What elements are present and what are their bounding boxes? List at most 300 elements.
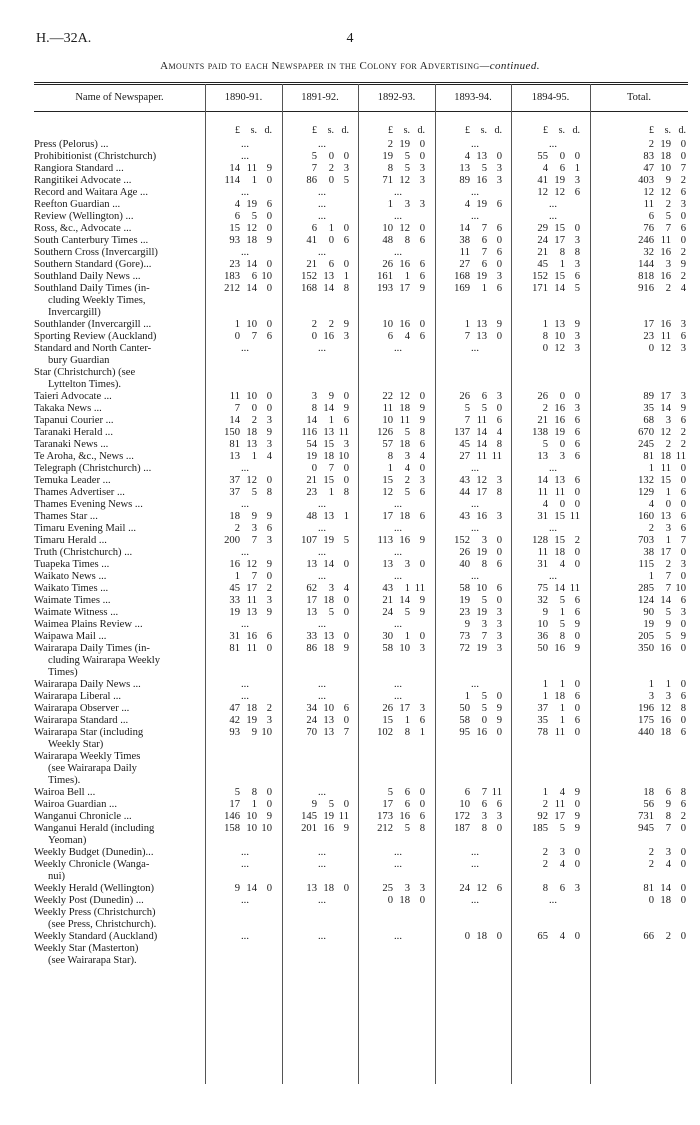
amount-part: 13 — [476, 319, 487, 330]
amount-part: 16 — [399, 535, 410, 546]
amount-part: 12 — [246, 475, 257, 486]
amount-part: 10 — [338, 451, 349, 462]
amount-part: 37 — [537, 703, 548, 714]
amount-part: 6 — [559, 883, 565, 894]
amount-part: 31 — [229, 631, 240, 642]
amount-part: 23 — [229, 259, 240, 270]
amount-part: 50 — [537, 643, 548, 654]
amount-part: 14 — [229, 163, 240, 174]
amount-part: 11 — [660, 463, 671, 474]
amount-part: 89 — [459, 175, 470, 186]
amount-part: 1 — [251, 451, 257, 462]
amount-part: 9 — [266, 163, 272, 174]
amount-part: 7 — [251, 331, 257, 342]
amount-part: 9 — [574, 319, 580, 330]
amount-part: 3 — [419, 175, 425, 186]
amount-part: 81 — [643, 883, 654, 894]
empty-entry: ... — [241, 343, 249, 354]
amount-part: 0 — [574, 547, 580, 558]
amount-part: 4 — [234, 199, 240, 210]
header-1890-91: 1890-91. — [224, 92, 263, 103]
amount-part: 0 — [680, 139, 686, 150]
amount-part: s. — [558, 125, 565, 136]
amount-part: 9 — [343, 319, 349, 330]
amount-part: 6 — [574, 595, 580, 606]
caption-continued: —continued. — [479, 60, 540, 72]
empty-entry: ... — [471, 679, 479, 690]
amount-part: 18 — [554, 547, 565, 558]
amount-part: 2 — [680, 811, 686, 822]
amount-part: 16 — [554, 403, 565, 414]
amount-part: 8 — [311, 403, 317, 414]
amount-part: 6 — [574, 475, 580, 486]
header-total: Total. — [626, 92, 652, 103]
empty-entry: ... — [394, 547, 402, 558]
newspaper-name: Weekly Star (Masterton) — [34, 943, 139, 954]
newspaper-name: South Canterbury Times ... — [34, 235, 149, 246]
amount-part: 18 — [660, 727, 671, 738]
empty-entry: ... — [318, 571, 326, 582]
amount-part: 0 — [343, 223, 349, 234]
empty-entry: ... — [318, 619, 326, 630]
amount-part: 2 — [680, 175, 686, 186]
amount-part: 15 — [382, 475, 393, 486]
amount-part: 1 — [559, 715, 565, 726]
amount-part: 2 — [648, 139, 654, 150]
amount-part: 4 — [464, 151, 470, 162]
newspaper-name: Tuapeka Times ... — [34, 559, 110, 570]
empty-entry: ... — [241, 691, 249, 702]
amount-part: 12 — [537, 187, 548, 198]
amount-part: 3 — [559, 847, 565, 858]
amount-part: 13 — [306, 559, 317, 570]
amount-part: 7 — [481, 631, 487, 642]
amount-part: 5 — [404, 823, 410, 834]
empty-entry: ... — [318, 343, 326, 354]
amount-part: 3 — [419, 703, 425, 714]
amount-part: 27 — [459, 451, 470, 462]
amount-part: 12 — [554, 187, 565, 198]
amount-part: 1 — [559, 679, 565, 690]
amount-part: 16 — [399, 259, 410, 270]
amount-part: d. — [264, 125, 272, 136]
newspaper-name: Invercargill) — [48, 307, 101, 318]
amount-part: 6 — [680, 223, 686, 234]
amount-part: 3 — [680, 391, 686, 402]
amount-part: 22 — [382, 391, 393, 402]
amount-part: 126 — [377, 427, 393, 438]
amount-part: 3 — [680, 607, 686, 618]
amount-part: 14 — [306, 415, 317, 426]
amount-part: 9 — [496, 319, 502, 330]
amount-part: 152 — [301, 271, 317, 282]
amount-part: 146 — [224, 811, 240, 822]
amount-part: 5 — [328, 799, 334, 810]
amount-part: 16 — [660, 643, 671, 654]
newspaper-name: Takaka News ... — [34, 403, 102, 414]
newspaper-name: cluding Weekly Times, — [48, 295, 146, 306]
amount-part: 13 — [554, 475, 565, 486]
empty-entry: ... — [241, 859, 249, 870]
amount-part: 18 — [323, 451, 334, 462]
amount-part: 7 — [665, 583, 671, 594]
amount-part: 1 — [559, 703, 565, 714]
amount-part: 14 — [323, 403, 334, 414]
amount-part: 5 — [343, 175, 349, 186]
amount-part: 11 — [491, 787, 502, 798]
amount-part: 1 — [328, 223, 334, 234]
amount-part: 3 — [574, 235, 580, 246]
amount-part: 7 — [311, 163, 317, 174]
amount-part: 5 — [665, 607, 671, 618]
amount-part: 3 — [343, 439, 349, 450]
amount-part: 42 — [229, 715, 240, 726]
amount-part: 11 — [338, 811, 349, 822]
amount-part: 18 — [399, 403, 410, 414]
newspaper-name: (see Press, Christchurch). — [48, 919, 157, 930]
amount-part: 6 — [419, 439, 425, 450]
amount-part: 9 — [574, 643, 580, 654]
amount-part: 15 — [660, 475, 671, 486]
amount-part: 8 — [419, 427, 425, 438]
amount-part: 0 — [343, 607, 349, 618]
amount-part: 6 — [404, 799, 410, 810]
amount-part: 6 — [496, 247, 502, 258]
amount-part: 11 — [554, 487, 565, 498]
amount-part: 8 — [559, 631, 565, 642]
amount-part: 0 — [680, 859, 686, 870]
amount-part: 6 — [496, 199, 502, 210]
amount-part: 11 — [476, 451, 487, 462]
amount-part: 10 — [246, 811, 257, 822]
newspaper-name: Southland Daily News ... — [34, 271, 141, 282]
amount-part: 62 — [306, 583, 317, 594]
empty-entry: ... — [394, 691, 402, 702]
empty-entry: ... — [318, 211, 326, 222]
amount-part: 3 — [496, 271, 502, 282]
amount-part: 175 — [638, 715, 654, 726]
amount-part: 144 — [638, 259, 654, 270]
amount-part: 9 — [680, 403, 686, 414]
amount-part: 3 — [419, 643, 425, 654]
amount-part: 17 — [660, 391, 671, 402]
amount-part: 3 — [648, 691, 654, 702]
empty-entry: ... — [471, 859, 479, 870]
newspaper-name: (see Wairarapa Daily — [48, 763, 137, 774]
amount-part: 17 — [306, 595, 317, 606]
empty-entry: ... — [318, 499, 326, 510]
amount-part: 3 — [404, 199, 410, 210]
amount-part: 19 — [554, 175, 565, 186]
amount-part: 43 — [459, 475, 470, 486]
empty-entry: ... — [241, 847, 249, 858]
amount-part: 3 — [404, 559, 410, 570]
amount-part: s. — [250, 125, 257, 136]
amount-part: s. — [327, 125, 334, 136]
amount-part: 6 — [419, 259, 425, 270]
amount-part: 11 — [569, 511, 580, 522]
amount-part: 0 — [680, 235, 686, 246]
amount-part: 145 — [301, 811, 317, 822]
empty-entry: ... — [394, 247, 402, 258]
amount-part: 3 — [496, 607, 502, 618]
amount-part: 21 — [306, 475, 317, 486]
amount-part: 0 — [311, 463, 317, 474]
newspaper-name: Waimate Times ... — [34, 595, 111, 606]
amount-part: 0 — [574, 727, 580, 738]
amount-part: 15 — [554, 271, 565, 282]
amount-part: 1 — [665, 535, 671, 546]
amount-part: 1 — [251, 175, 257, 186]
amount-part: 0 — [419, 223, 425, 234]
amount-part: 93 — [229, 235, 240, 246]
amount-part: 21 — [537, 247, 548, 258]
amount-part: 9 — [464, 619, 470, 630]
amount-part: 3 — [680, 319, 686, 330]
amount-part: 3 — [419, 883, 425, 894]
amount-part: 0 — [419, 391, 425, 402]
amount-part: 8 — [343, 487, 349, 498]
amount-part: 16 — [476, 175, 487, 186]
amount-part: 0 — [419, 463, 425, 474]
empty-entry: ... — [394, 619, 402, 630]
amount-part: 9 — [574, 787, 580, 798]
newspaper-name: Tapanui Courier ... — [34, 415, 114, 426]
amount-part: 6 — [680, 187, 686, 198]
amount-part: 818 — [638, 271, 654, 282]
amount-part: d. — [417, 125, 425, 136]
amount-part: 8 — [559, 247, 565, 258]
amount-part: 6 — [574, 451, 580, 462]
amount-part: 16 — [476, 511, 487, 522]
newspaper-name: Standard and North Canter- — [34, 343, 152, 354]
amount-part: 10 — [246, 319, 257, 330]
amount-part: 45 — [229, 583, 240, 594]
amount-part: 14 — [323, 559, 334, 570]
newspaper-name: Star (Christchurch) (see — [34, 367, 136, 378]
amount-part: 17 — [476, 487, 487, 498]
amount-part: 3 — [343, 163, 349, 174]
amount-part: 6 — [266, 199, 272, 210]
amount-part: 11 — [246, 163, 257, 174]
empty-entry: ... — [318, 931, 326, 942]
newspaper-name: Rangitikei Advocate ... — [34, 175, 132, 186]
amount-part: 6 — [559, 163, 565, 174]
amount-part: 6 — [234, 211, 240, 222]
amount-part: 0 — [680, 715, 686, 726]
amount-part: 14 — [660, 595, 671, 606]
empty-entry: ... — [318, 187, 326, 198]
amount-part: 6 — [311, 223, 317, 234]
amount-part: 670 — [638, 427, 654, 438]
amount-part: 34 — [306, 703, 317, 714]
amount-part: 1 — [665, 487, 671, 498]
amount-part: 0 — [266, 175, 272, 186]
amount-part: 0 — [343, 631, 349, 642]
newspaper-name: Telegraph (Christchurch) ... — [34, 463, 152, 474]
amount-part: 4 — [542, 499, 548, 510]
amount-part: 0 — [574, 151, 580, 162]
amount-part: 10 — [675, 583, 686, 594]
amount-part: 6 — [574, 271, 580, 282]
amount-part: 5 — [251, 487, 257, 498]
amount-part: 285 — [638, 583, 654, 594]
amount-part: 6 — [404, 787, 410, 798]
amount-part: 8 — [343, 283, 349, 294]
amount-part: 7 — [481, 787, 487, 798]
amount-part: 161 — [377, 271, 393, 282]
amount-part: 9 — [680, 631, 686, 642]
amount-part: 13 — [246, 439, 257, 450]
amount-part: 23 — [306, 487, 317, 498]
amount-part: 193 — [377, 283, 393, 294]
amount-part: 8 — [542, 331, 548, 342]
amount-part: 5 — [542, 439, 548, 450]
empty-entry: ... — [549, 199, 557, 210]
amount-part: 38 — [643, 547, 654, 558]
amount-part: 14 — [660, 403, 671, 414]
empty-entry: ... — [241, 895, 249, 906]
amount-part: 0 — [419, 799, 425, 810]
amount-part: 29 — [537, 223, 548, 234]
amount-part: 17 — [229, 799, 240, 810]
newspaper-name: Waikato Times ... — [34, 583, 109, 594]
amount-part: 38 — [459, 235, 470, 246]
amount-part: 1 — [328, 487, 334, 498]
amount-part: 6 — [648, 211, 654, 222]
amount-part: 0 — [496, 403, 502, 414]
amount-part: 92 — [537, 811, 548, 822]
amount-part: 0 — [574, 559, 580, 570]
amount-part: 18 — [643, 787, 654, 798]
amount-part: 8 — [496, 487, 502, 498]
amount-part: 19 — [246, 199, 257, 210]
amount-part: 13 — [246, 607, 257, 618]
amount-part: 10 — [476, 583, 487, 594]
amount-part: 1 — [559, 607, 565, 618]
amount-part: 187 — [454, 823, 470, 834]
amount-part: 16 — [554, 643, 565, 654]
amount-part: 44 — [459, 487, 470, 498]
amount-part: 6 — [266, 631, 272, 642]
amount-part: 703 — [638, 535, 654, 546]
amount-part: 3 — [404, 883, 410, 894]
amount-part: 3 — [481, 619, 487, 630]
amount-part: 9 — [419, 535, 425, 546]
amount-part: 3 — [496, 163, 502, 174]
empty-entry: ... — [241, 247, 249, 258]
amount-part: 185 — [532, 823, 548, 834]
empty-entry: ... — [471, 895, 479, 906]
amount-part: 7 — [251, 571, 257, 582]
amount-part: 1 — [665, 679, 671, 690]
amount-part: 6 — [680, 523, 686, 534]
header-1894-95: 1894-95. — [531, 92, 570, 103]
amount-part: 2 — [542, 799, 548, 810]
amount-part: 6 — [419, 487, 425, 498]
amount-part: 11 — [537, 487, 548, 498]
empty-entry: ... — [549, 139, 557, 150]
amount-part: 31 — [537, 511, 548, 522]
empty-entry: ... — [318, 199, 326, 210]
amount-part: 3 — [481, 811, 487, 822]
amount-part: 2 — [387, 139, 393, 150]
amount-part: 17 — [643, 319, 654, 330]
amount-part: 8 — [665, 811, 671, 822]
amount-part: 0 — [574, 499, 580, 510]
amount-part: 152 — [454, 535, 470, 546]
amount-part: 11 — [229, 391, 240, 402]
amount-part: 0 — [311, 331, 317, 342]
newspaper-name: Wairarapa Weekly Times — [34, 751, 141, 762]
amount-part: 13 — [229, 451, 240, 462]
amount-part: 3 — [574, 883, 580, 894]
amount-part: 2 — [328, 319, 334, 330]
amount-part: 4 — [404, 331, 410, 342]
amount-part: 10 — [382, 223, 393, 234]
amount-part: 15 — [554, 511, 565, 522]
amount-part: 8 — [251, 787, 257, 798]
empty-entry: ... — [471, 139, 479, 150]
amount-part: 160 — [638, 511, 654, 522]
amount-part: 19 — [476, 607, 487, 618]
amount-part: 6 — [251, 271, 257, 282]
amount-part: 3 — [328, 583, 334, 594]
newspaper-name: Weekly Chronicle (Wanga- — [34, 859, 150, 870]
newspaper-name: Weekly Star) — [48, 739, 104, 750]
amount-part: 4 — [343, 583, 349, 594]
amount-part: 10 — [382, 319, 393, 330]
document-reference: H.—32A. — [36, 31, 92, 46]
amount-part: 1 — [559, 259, 565, 270]
empty-entry: ... — [394, 679, 402, 690]
empty-entry: ... — [394, 343, 402, 354]
amount-part: 9 — [328, 391, 334, 402]
amount-part: 21 — [382, 595, 393, 606]
amount-part: 18 — [399, 439, 410, 450]
amount-part: 0 — [328, 151, 334, 162]
amount-part: 183 — [224, 271, 240, 282]
amount-part: 196 — [638, 703, 654, 714]
amount-part: 1 — [343, 271, 349, 282]
newspaper-name: Waipawa Mail ... — [34, 631, 107, 642]
empty-entry: ... — [318, 523, 326, 534]
amount-part: 0 — [574, 223, 580, 234]
amount-part: 16 — [323, 823, 334, 834]
newspaper-name: Wairarapa Daily News ... — [34, 679, 141, 690]
amount-part: 9 — [419, 403, 425, 414]
amount-part: 13 — [476, 151, 487, 162]
amount-part: 5 — [559, 595, 565, 606]
amount-part: 5 — [387, 787, 393, 798]
amount-part: 9 — [266, 511, 272, 522]
amount-part: 2 — [328, 163, 334, 174]
amount-part: 0 — [419, 319, 425, 330]
amount-part: 0 — [343, 799, 349, 810]
amount-part: 9 — [343, 403, 349, 414]
amount-part: 0 — [343, 715, 349, 726]
amount-part: 1 — [404, 631, 410, 642]
amount-part: 90 — [643, 607, 654, 618]
amount-part: 76 — [643, 223, 654, 234]
amount-part: 14 — [246, 283, 257, 294]
amount-part: 37 — [229, 487, 240, 498]
amount-part: 81 — [229, 439, 240, 450]
amount-part: 0 — [648, 895, 654, 906]
amount-part: 6 — [419, 715, 425, 726]
amount-part: 6 — [496, 559, 502, 570]
amount-part: 11 — [554, 799, 565, 810]
